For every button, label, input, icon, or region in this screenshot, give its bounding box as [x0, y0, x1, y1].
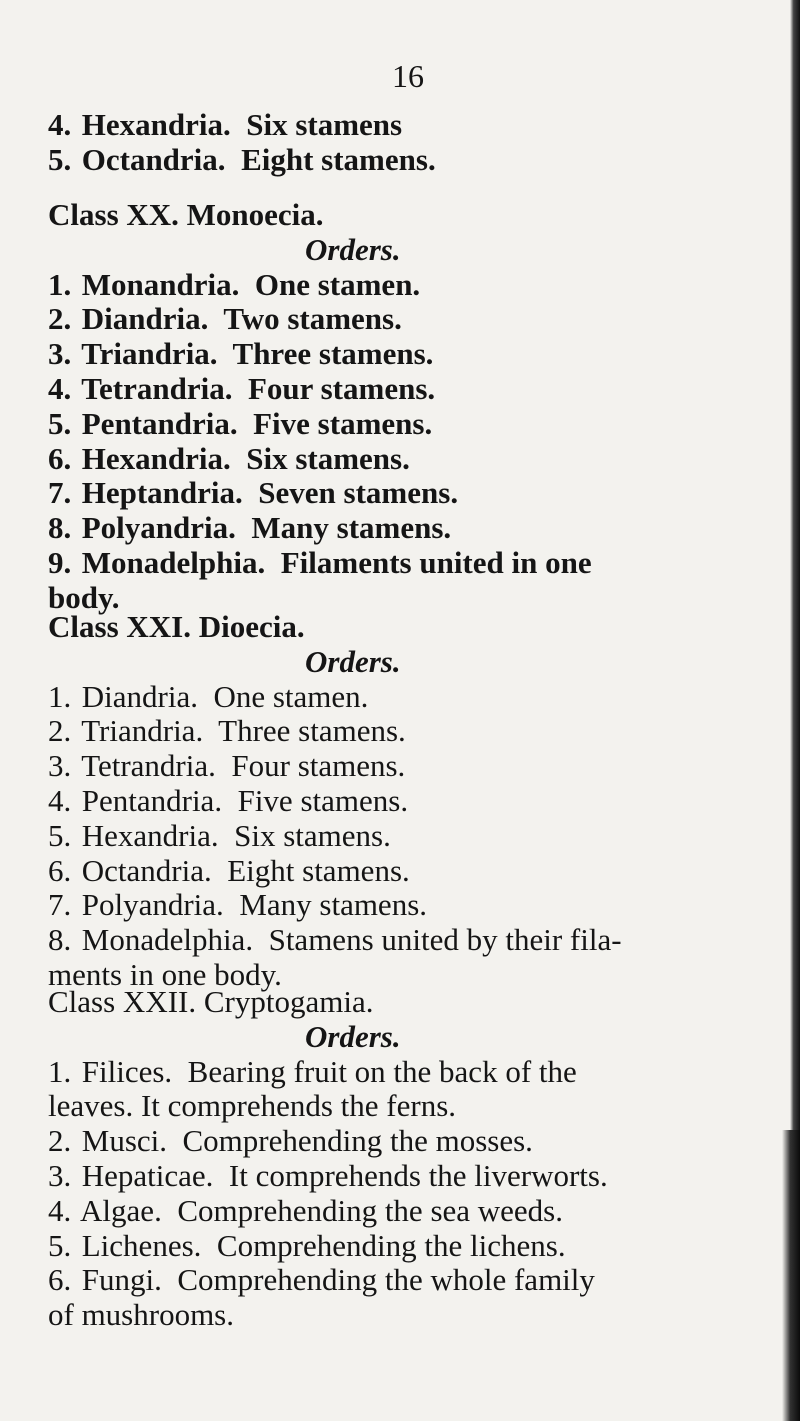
orders-label: Orders. [305, 231, 401, 267]
list-item-continuation: leaves. It comprehends the ferns. [48, 1088, 457, 1124]
list-item: 2. Diandria. Two stamens. [48, 301, 402, 337]
list-item: 1. Monandria. One stamen. [48, 266, 421, 302]
class-section-cryptogamia [48, 985, 776, 1333]
list-item: 6. Hexandria. Six stamens. [48, 440, 410, 476]
list-item: 5. Octandria. Eight stamens. [48, 141, 436, 177]
list-item: 5. Lichenes. Comprehending the lichens. [48, 1227, 566, 1263]
list-item: 4. Tetrandria. Four stamens. [48, 370, 436, 406]
list-item: 7. Heptandria. Seven stamens. [48, 475, 459, 511]
page-number: 16 [392, 58, 424, 94]
list-item: 1. Filices. Bearing fruit on the back of the [48, 1053, 577, 1089]
list-item: 4. Pentandria. Five stamens. [48, 782, 409, 818]
list-item: 9. Monadelphia. Filaments united in one [48, 544, 592, 580]
class-section-dioecia [48, 610, 776, 993]
list-item: 6. Octandria. Eight stamens. [48, 852, 410, 888]
list-item: 2. Musci. Comprehending the mosses. [48, 1123, 533, 1159]
list-item: 4. Hexandria. Six stamens [48, 107, 403, 142]
class-heading: Class XXII. Cryptogamia. [48, 984, 374, 1019]
list-item-continuation: of mushrooms. [48, 1297, 234, 1333]
list-item: 8. Polyandria. Many stamens. [48, 510, 452, 546]
list-item: 8. Monadelphia. Stamens united by their fila- [48, 922, 622, 958]
list-item: 1. Diandria. One stamen. [48, 678, 369, 714]
list-item-continuation: ments in one body. [48, 956, 282, 992]
list-item-continuation: body. [48, 579, 120, 615]
class-section-monoecia [48, 198, 776, 616]
list-item: 5. Pentandria. Five stamens. [48, 405, 433, 441]
list-item: 3. Hepaticae. It comprehends the liverworts. [48, 1157, 608, 1193]
class-heading: Class XXI. Dioecia. [48, 609, 305, 644]
continued-orders-list [48, 108, 776, 178]
orders-label: Orders. [305, 643, 401, 679]
list-item: 3. Triandria. Three stamens. [48, 336, 434, 372]
list-item: 3. Tetrandria. Four stamens. [48, 748, 406, 784]
page-edge-shadow-lower [782, 1130, 800, 1421]
list-item: 2. Triandria. Three stamens. [48, 713, 406, 749]
list-item: 6. Fungi. Comprehending the whole family [48, 1262, 595, 1298]
class-heading: Class XX. Monoecia. [48, 197, 324, 232]
list-item: 4. Algae. Comprehending the sea weeds. [48, 1192, 563, 1228]
list-item: 7. Polyandria. Many stamens. [48, 887, 428, 923]
orders-label: Orders. [305, 1018, 401, 1054]
list-item: 5. Hexandria. Six stamens. [48, 817, 391, 853]
